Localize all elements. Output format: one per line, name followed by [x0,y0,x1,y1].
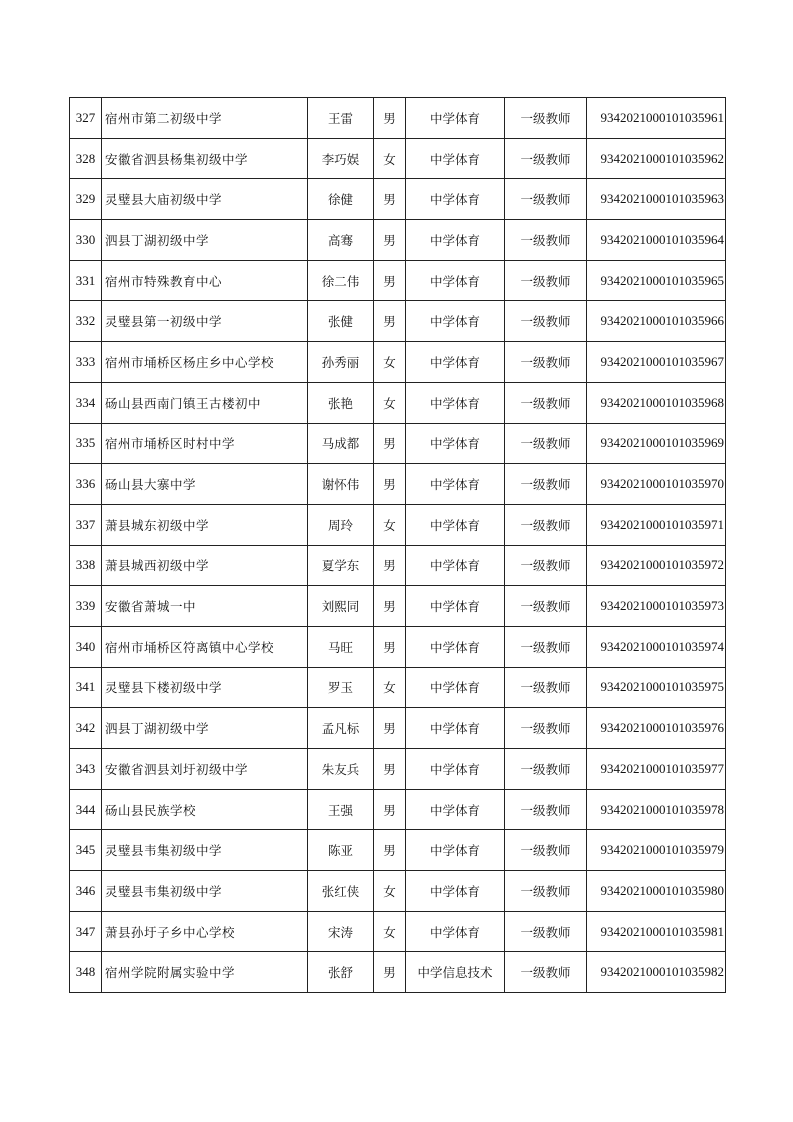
subject-cell: 中学体育 [406,98,505,139]
table-row [70,464,726,505]
subject-cell: 中学体育 [406,464,505,505]
professional-title-cell: 一级教师 [505,708,587,749]
teacher-name-cell: 王雷 [308,98,374,139]
table-row [70,626,726,667]
row-number-cell: 332 [70,301,102,342]
professional-title-cell: 一级教师 [505,179,587,220]
school-name-cell: 砀山县西南门镇王古楼初中 [102,382,308,423]
certificate-number-cell: 9342021000101035971 [587,504,726,545]
row-number-cell: 335 [70,423,102,464]
table-row [70,586,726,627]
subject-cell: 中学体育 [406,382,505,423]
certificate-number-cell: 9342021000101035963 [587,179,726,220]
table-row [70,708,726,749]
teacher-name-cell: 孙秀丽 [308,342,374,383]
gender-cell: 男 [374,464,406,505]
certificate-number-cell: 9342021000101035970 [587,464,726,505]
gender-cell: 女 [374,342,406,383]
gender-cell: 男 [374,179,406,220]
school-name-cell: 灵璧县韦集初级中学 [102,871,308,912]
certificate-number-cell: 9342021000101035967 [587,342,726,383]
certificate-number-cell: 9342021000101035973 [587,586,726,627]
professional-title-cell: 一级教师 [505,749,587,790]
row-number-cell: 339 [70,586,102,627]
teacher-name-cell: 李巧娱 [308,138,374,179]
gender-cell: 男 [374,423,406,464]
school-name-cell: 灵璧县大庙初级中学 [102,179,308,220]
teacher-name-cell: 陈亚 [308,830,374,871]
subject-cell: 中学体育 [406,626,505,667]
row-number-cell: 334 [70,382,102,423]
certificate-number-cell: 9342021000101035962 [587,138,726,179]
certificate-number-cell: 9342021000101035961 [587,98,726,139]
table-row [70,98,726,139]
row-number-cell: 338 [70,545,102,586]
gender-cell: 男 [374,220,406,261]
subject-cell: 中学体育 [406,586,505,627]
certificate-number-cell: 9342021000101035975 [587,667,726,708]
teacher-name-cell: 夏学东 [308,545,374,586]
school-name-cell: 泗县丁湖初级中学 [102,220,308,261]
professional-title-cell: 一级教师 [505,911,587,952]
subject-cell: 中学体育 [406,830,505,871]
certificate-number-cell: 9342021000101035972 [587,545,726,586]
table-row [70,749,726,790]
certificate-number-cell: 9342021000101035966 [587,301,726,342]
teacher-name-cell: 朱友兵 [308,749,374,790]
subject-cell: 中学体育 [406,911,505,952]
row-number-cell: 337 [70,504,102,545]
teacher-name-cell: 孟凡标 [308,708,374,749]
gender-cell: 男 [374,260,406,301]
school-name-cell: 宿州市第二初级中学 [102,98,308,139]
row-number-cell: 330 [70,220,102,261]
gender-cell: 男 [374,830,406,871]
teacher-name-cell: 谢怀伟 [308,464,374,505]
row-number-cell: 347 [70,911,102,952]
teacher-name-cell: 张舒 [308,952,374,993]
certificate-number-cell: 9342021000101035982 [587,952,726,993]
gender-cell: 男 [374,545,406,586]
school-name-cell: 砀山县民族学校 [102,789,308,830]
teacher-name-cell: 宋涛 [308,911,374,952]
certificate-number-cell: 9342021000101035976 [587,708,726,749]
row-number-cell: 327 [70,98,102,139]
gender-cell: 男 [374,586,406,627]
gender-cell: 女 [374,667,406,708]
school-name-cell: 安徽省泗县刘圩初级中学 [102,749,308,790]
school-name-cell: 灵璧县韦集初级中学 [102,830,308,871]
row-number-cell: 340 [70,626,102,667]
professional-title-cell: 一级教师 [505,301,587,342]
school-name-cell: 萧县城西初级中学 [102,545,308,586]
gender-cell: 男 [374,626,406,667]
professional-title-cell: 一级教师 [505,342,587,383]
teacher-name-cell: 张红侠 [308,871,374,912]
professional-title-cell: 一级教师 [505,138,587,179]
table-row [70,260,726,301]
gender-cell: 女 [374,504,406,545]
subject-cell: 中学体育 [406,220,505,261]
professional-title-cell: 一级教师 [505,545,587,586]
certificate-number-cell: 9342021000101035978 [587,789,726,830]
teacher-name-cell: 王强 [308,789,374,830]
professional-title-cell: 一级教师 [505,667,587,708]
table-row [70,667,726,708]
teacher-name-cell: 刘熙同 [308,586,374,627]
subject-cell: 中学体育 [406,667,505,708]
professional-title-cell: 一级教师 [505,98,587,139]
table-row [70,871,726,912]
school-name-cell: 灵璧县第一初级中学 [102,301,308,342]
gender-cell: 男 [374,301,406,342]
professional-title-cell: 一级教师 [505,423,587,464]
row-number-cell: 348 [70,952,102,993]
subject-cell: 中学体育 [406,749,505,790]
table-row [70,911,726,952]
teacher-name-cell: 张健 [308,301,374,342]
table-row [70,179,726,220]
subject-cell: 中学体育 [406,260,505,301]
subject-cell: 中学信息技术 [406,952,505,993]
professional-title-cell: 一级教师 [505,382,587,423]
table-body [70,98,726,993]
subject-cell: 中学体育 [406,708,505,749]
row-number-cell: 328 [70,138,102,179]
gender-cell: 男 [374,749,406,790]
gender-cell: 男 [374,708,406,749]
table-row [70,789,726,830]
table-row [70,138,726,179]
subject-cell: 中学体育 [406,179,505,220]
table-row [70,545,726,586]
school-name-cell: 泗县丁湖初级中学 [102,708,308,749]
table-row [70,301,726,342]
gender-cell: 女 [374,382,406,423]
teacher-name-cell: 张艳 [308,382,374,423]
teacher-name-cell: 罗玉 [308,667,374,708]
certificate-number-cell: 9342021000101035965 [587,260,726,301]
certificate-number-cell: 9342021000101035974 [587,626,726,667]
row-number-cell: 346 [70,871,102,912]
table-row [70,382,726,423]
row-number-cell: 344 [70,789,102,830]
certificate-number-cell: 9342021000101035977 [587,749,726,790]
teacher-name-cell: 周玲 [308,504,374,545]
subject-cell: 中学体育 [406,871,505,912]
school-name-cell: 宿州市埇桥区符离镇中心学校 [102,626,308,667]
subject-cell: 中学体育 [406,301,505,342]
table-row [70,830,726,871]
teacher-name-cell: 徐健 [308,179,374,220]
subject-cell: 中学体育 [406,342,505,383]
teacher-name-cell: 马旺 [308,626,374,667]
professional-title-cell: 一级教师 [505,626,587,667]
school-name-cell: 萧县城东初级中学 [102,504,308,545]
certificate-number-cell: 9342021000101035981 [587,911,726,952]
professional-title-cell: 一级教师 [505,789,587,830]
school-name-cell: 砀山县大寨中学 [102,464,308,505]
school-name-cell: 萧县孙圩子乡中心学校 [102,911,308,952]
subject-cell: 中学体育 [406,789,505,830]
school-name-cell: 宿州市埇桥区时村中学 [102,423,308,464]
table-row [70,952,726,993]
table-row [70,220,726,261]
certificate-number-cell: 9342021000101035969 [587,423,726,464]
certificate-number-cell: 9342021000101035979 [587,830,726,871]
gender-cell: 男 [374,789,406,830]
row-number-cell: 342 [70,708,102,749]
school-name-cell: 宿州市特殊教育中心 [102,260,308,301]
certificate-number-cell: 9342021000101035980 [587,871,726,912]
subject-cell: 中学体育 [406,138,505,179]
professional-title-cell: 一级教师 [505,220,587,261]
school-name-cell: 宿州市埇桥区杨庄乡中心学校 [102,342,308,383]
row-number-cell: 329 [70,179,102,220]
school-name-cell: 安徽省萧城一中 [102,586,308,627]
certificate-number-cell: 9342021000101035964 [587,220,726,261]
professional-title-cell: 一级教师 [505,260,587,301]
teacher-name-cell: 徐二伟 [308,260,374,301]
certificate-number-cell: 9342021000101035968 [587,382,726,423]
subject-cell: 中学体育 [406,423,505,464]
table-row [70,423,726,464]
professional-title-cell: 一级教师 [505,504,587,545]
teacher-list-table [69,97,726,993]
professional-title-cell: 一级教师 [505,871,587,912]
row-number-cell: 341 [70,667,102,708]
teacher-name-cell: 马成都 [308,423,374,464]
table-row [70,342,726,383]
professional-title-cell: 一级教师 [505,830,587,871]
school-name-cell: 安徽省泗县杨集初级中学 [102,138,308,179]
row-number-cell: 336 [70,464,102,505]
professional-title-cell: 一级教师 [505,464,587,505]
gender-cell: 女 [374,871,406,912]
row-number-cell: 343 [70,749,102,790]
school-name-cell: 灵璧县下楼初级中学 [102,667,308,708]
teacher-name-cell: 高骞 [308,220,374,261]
school-name-cell: 宿州学院附属实验中学 [102,952,308,993]
gender-cell: 男 [374,952,406,993]
gender-cell: 女 [374,911,406,952]
row-number-cell: 345 [70,830,102,871]
gender-cell: 男 [374,98,406,139]
row-number-cell: 333 [70,342,102,383]
subject-cell: 中学体育 [406,545,505,586]
gender-cell: 女 [374,138,406,179]
table-row [70,504,726,545]
subject-cell: 中学体育 [406,504,505,545]
professional-title-cell: 一级教师 [505,952,587,993]
row-number-cell: 331 [70,260,102,301]
professional-title-cell: 一级教师 [505,586,587,627]
